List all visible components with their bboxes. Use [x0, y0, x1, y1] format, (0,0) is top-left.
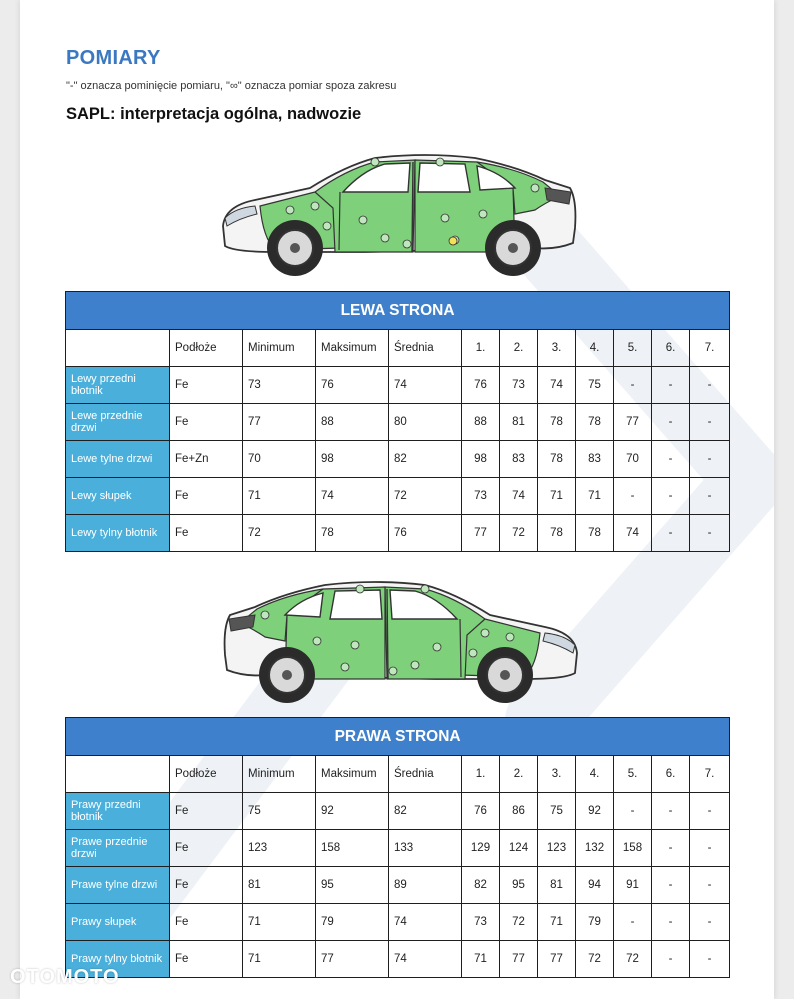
- substrate-cell: Fe: [170, 793, 243, 830]
- measurement-6-cell: -: [652, 904, 690, 941]
- measurement-7-cell: -: [690, 867, 730, 904]
- left-side-table: [65, 291, 730, 552]
- measurement-5-cell: -: [614, 904, 652, 941]
- measurement-2-cell: 86: [500, 793, 538, 830]
- minimum-cell: 72: [243, 515, 316, 552]
- measurement-3-cell: 74: [538, 367, 576, 404]
- measurement-2-cell: 83: [500, 441, 538, 478]
- measurement-4-cell: 132: [576, 830, 614, 867]
- left-measurement-row: [66, 367, 730, 404]
- right-measurement-row: [66, 904, 730, 941]
- measurement-6-cell: -: [652, 515, 690, 552]
- car-left-side-diagram: [215, 148, 585, 283]
- measurement-6-cell: -: [652, 441, 690, 478]
- measurement-3-cell: 78: [538, 441, 576, 478]
- row-label: Prawe przednie drzwi: [66, 830, 170, 867]
- substrate-cell: Fe: [170, 367, 243, 404]
- measurement-4-cell: 94: [576, 867, 614, 904]
- col-header-3: 3.: [538, 756, 576, 793]
- measurement-5-cell: 70: [614, 441, 652, 478]
- measurement-6-cell: -: [652, 478, 690, 515]
- right-measurement-row: [66, 867, 730, 904]
- row-label: Prawy przedni błotnik: [66, 793, 170, 830]
- right-measurement-row: [66, 830, 730, 867]
- substrate-cell: Fe: [170, 830, 243, 867]
- measurement-4-cell: 83: [576, 441, 614, 478]
- header-empty-cell: [66, 756, 170, 793]
- measurement-1-cell: 76: [462, 367, 500, 404]
- measurement-4-cell: 78: [576, 515, 614, 552]
- measurement-6-cell: -: [652, 830, 690, 867]
- left-measurement-row: [66, 478, 730, 515]
- measurement-1-cell: 88: [462, 404, 500, 441]
- measurement-4-cell: 71: [576, 478, 614, 515]
- substrate-cell: Fe: [170, 404, 243, 441]
- section-subtitle: SAPL: interpretacja ogólna, nadwozie: [66, 105, 362, 123]
- left-table-header-row: [66, 330, 730, 367]
- measurement-6-cell: -: [652, 941, 690, 978]
- measurement-5-cell: 74: [614, 515, 652, 552]
- minimum-cell: 70: [243, 441, 316, 478]
- average-cell: 76: [389, 515, 462, 552]
- row-label: Lewy przedni błotnik: [66, 367, 170, 404]
- maximum-cell: 78: [316, 515, 389, 552]
- measurement-1-cell: 82: [462, 867, 500, 904]
- measurement-1-cell: 73: [462, 904, 500, 941]
- measurement-3-cell: 78: [538, 404, 576, 441]
- average-cell: 82: [389, 441, 462, 478]
- col-header-4: 4.: [576, 330, 614, 367]
- row-label: Lewe tylne drzwi: [66, 441, 170, 478]
- minimum-cell: 123: [243, 830, 316, 867]
- right-measurement-row: [66, 941, 730, 978]
- measurement-2-cell: 72: [500, 904, 538, 941]
- col-header-1: 1.: [462, 756, 500, 793]
- row-label: Prawe tylne drzwi: [66, 867, 170, 904]
- maximum-cell: 74: [316, 478, 389, 515]
- measurement-5-cell: -: [614, 793, 652, 830]
- row-label: Lewy słupek: [66, 478, 170, 515]
- measurement-2-cell: 73: [500, 367, 538, 404]
- measurement-2-cell: 124: [500, 830, 538, 867]
- measurement-3-cell: 78: [538, 515, 576, 552]
- measurement-1-cell: 73: [462, 478, 500, 515]
- col-header-7: 7.: [690, 756, 730, 793]
- row-label: Lewy tylny błotnik: [66, 515, 170, 552]
- left-measurement-row: [66, 441, 730, 478]
- col-header-substrate: Podłoże: [170, 756, 243, 793]
- header-empty-cell: [66, 330, 170, 367]
- measurement-3-cell: 123: [538, 830, 576, 867]
- substrate-cell: Fe: [170, 515, 243, 552]
- left-side-heading: LEWA STRONA: [66, 292, 730, 330]
- minimum-cell: 73: [243, 367, 316, 404]
- average-cell: 82: [389, 793, 462, 830]
- right-side-table: [65, 717, 730, 978]
- right-side-heading: PRAWA STRONA: [66, 718, 730, 756]
- col-header-1: 1.: [462, 330, 500, 367]
- average-cell: 80: [389, 404, 462, 441]
- col-header-5: 5.: [614, 330, 652, 367]
- measurement-6-cell: -: [652, 867, 690, 904]
- measurement-7-cell: -: [690, 404, 730, 441]
- measurement-2-cell: 77: [500, 941, 538, 978]
- minimum-cell: 71: [243, 941, 316, 978]
- average-cell: 74: [389, 941, 462, 978]
- substrate-cell: Fe: [170, 478, 243, 515]
- measurement-1-cell: 76: [462, 793, 500, 830]
- minimum-cell: 71: [243, 478, 316, 515]
- measurement-5-cell: -: [614, 367, 652, 404]
- col-header-3: 3.: [538, 330, 576, 367]
- average-cell: 89: [389, 867, 462, 904]
- left-measurement-row: [66, 515, 730, 552]
- minimum-cell: 77: [243, 404, 316, 441]
- measurement-6-cell: -: [652, 404, 690, 441]
- measurement-7-cell: -: [690, 793, 730, 830]
- average-cell: 74: [389, 367, 462, 404]
- minimum-cell: 81: [243, 867, 316, 904]
- maximum-cell: 77: [316, 941, 389, 978]
- measurement-2-cell: 81: [500, 404, 538, 441]
- left-measurement-row: [66, 404, 730, 441]
- average-cell: 133: [389, 830, 462, 867]
- measurement-note: "-" oznacza pominięcie pomiaru, "∞" oznacza pomiar spoza zakresu: [66, 80, 397, 92]
- row-label: Prawy słupek: [66, 904, 170, 941]
- measurement-3-cell: 71: [538, 478, 576, 515]
- maximum-cell: 88: [316, 404, 389, 441]
- measurement-6-cell: -: [652, 793, 690, 830]
- measurement-7-cell: -: [690, 830, 730, 867]
- average-cell: 72: [389, 478, 462, 515]
- measurement-3-cell: 77: [538, 941, 576, 978]
- page-title: POMIARY: [66, 47, 161, 69]
- col-header-maximum: Maksimum: [316, 756, 389, 793]
- measurement-2-cell: 95: [500, 867, 538, 904]
- average-cell: 74: [389, 904, 462, 941]
- col-header-2: 2.: [500, 756, 538, 793]
- maximum-cell: 79: [316, 904, 389, 941]
- measurement-2-cell: 74: [500, 478, 538, 515]
- col-header-4: 4.: [576, 756, 614, 793]
- measurement-5-cell: 72: [614, 941, 652, 978]
- col-header-2: 2.: [500, 330, 538, 367]
- measurement-7-cell: -: [690, 515, 730, 552]
- col-header-minimum: Minimum: [243, 330, 316, 367]
- minimum-cell: 71: [243, 904, 316, 941]
- measurement-7-cell: -: [690, 367, 730, 404]
- col-header-maximum: Maksimum: [316, 330, 389, 367]
- measurement-4-cell: 72: [576, 941, 614, 978]
- substrate-cell: Fe+Zn: [170, 441, 243, 478]
- col-header-6: 6.: [652, 330, 690, 367]
- maximum-cell: 92: [316, 793, 389, 830]
- measurement-7-cell: -: [690, 904, 730, 941]
- maximum-cell: 95: [316, 867, 389, 904]
- measurement-4-cell: 79: [576, 904, 614, 941]
- measurement-6-cell: -: [652, 367, 690, 404]
- maximum-cell: 158: [316, 830, 389, 867]
- right-table-header-row: [66, 756, 730, 793]
- measurement-7-cell: -: [690, 941, 730, 978]
- measurement-3-cell: 75: [538, 793, 576, 830]
- substrate-cell: Fe: [170, 941, 243, 978]
- substrate-cell: Fe: [170, 904, 243, 941]
- car-right-side-diagram: [215, 575, 585, 710]
- measurement-3-cell: 81: [538, 867, 576, 904]
- measurement-1-cell: 98: [462, 441, 500, 478]
- right-measurement-row: [66, 793, 730, 830]
- measurement-5-cell: 91: [614, 867, 652, 904]
- substrate-cell: Fe: [170, 867, 243, 904]
- col-header-6: 6.: [652, 756, 690, 793]
- col-header-minimum: Minimum: [243, 756, 316, 793]
- measurement-5-cell: -: [614, 478, 652, 515]
- measurement-7-cell: -: [690, 441, 730, 478]
- measurement-5-cell: 77: [614, 404, 652, 441]
- col-header-substrate: Podłoże: [170, 330, 243, 367]
- measurement-1-cell: 71: [462, 941, 500, 978]
- col-header-7: 7.: [690, 330, 730, 367]
- col-header-average: Średnia: [389, 330, 462, 367]
- measurement-4-cell: 78: [576, 404, 614, 441]
- maximum-cell: 98: [316, 441, 389, 478]
- measurement-7-cell: -: [690, 478, 730, 515]
- measurement-4-cell: 92: [576, 793, 614, 830]
- row-label: Prawy tylny błotnik: [66, 941, 170, 978]
- report-page: [20, 0, 774, 999]
- row-label: Lewe przednie drzwi: [66, 404, 170, 441]
- measurement-1-cell: 129: [462, 830, 500, 867]
- col-header-average: Średnia: [389, 756, 462, 793]
- measurement-5-cell: 158: [614, 830, 652, 867]
- minimum-cell: 75: [243, 793, 316, 830]
- measurement-4-cell: 75: [576, 367, 614, 404]
- col-header-5: 5.: [614, 756, 652, 793]
- measurement-3-cell: 71: [538, 904, 576, 941]
- measurement-1-cell: 77: [462, 515, 500, 552]
- otomoto-logo: OTOMOTO: [10, 966, 120, 988]
- measurement-2-cell: 72: [500, 515, 538, 552]
- maximum-cell: 76: [316, 367, 389, 404]
